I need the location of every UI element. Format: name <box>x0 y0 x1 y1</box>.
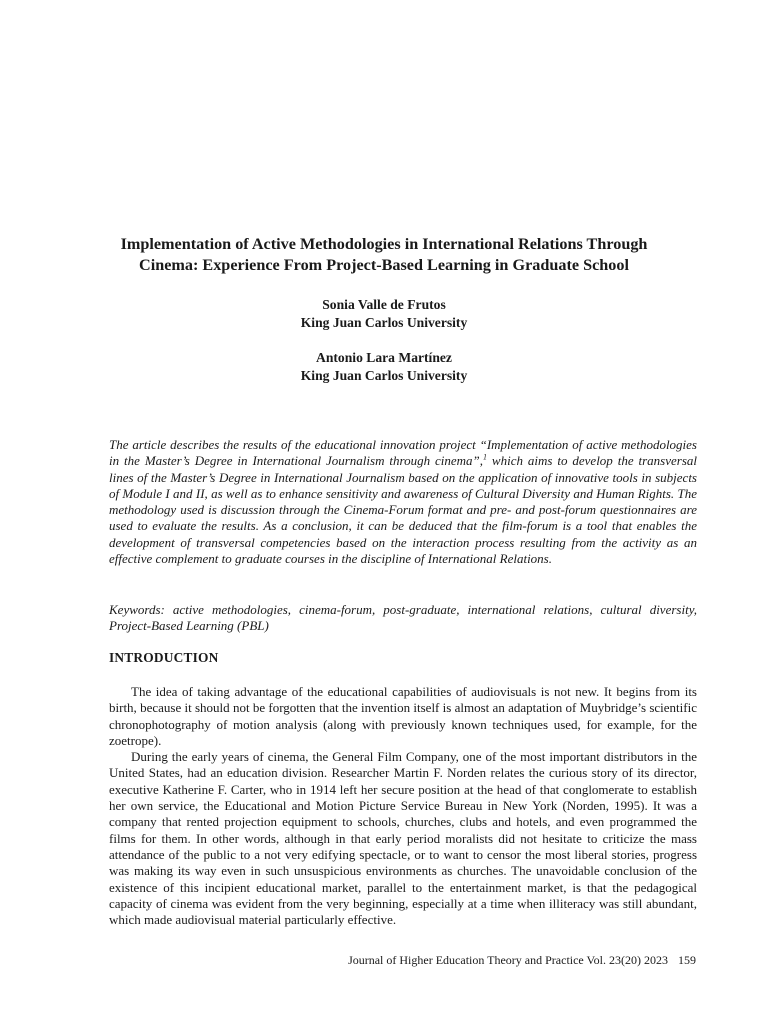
keywords: Keywords: active methodologies, cinema-forum, post-graduate, international relations, cultural diversity, Project-Based Learning (PBL) <box>109 602 697 634</box>
page-footer <box>348 953 696 968</box>
author-block <box>100 349 668 385</box>
abstract-text-continued: which aims to develop the transversal lines of the Master’s Degree in International Journalism based on the application of innovative tools in subjects of Module I and II, as well as to enhance sensitivity and awareness of Cultural Diversity and Human Rights. The methodology used is discussion through the Cinema-Forum format and pre- and post-forum questionnaires are used to evaluate the results. As a conclusion, it can be deduced that the film-forum is a tool that enables the development of transversal competencies based on the interaction process resulting from the activity as an effective complement to graduate courses in the discipline of International Relations. <box>109 453 698 567</box>
introduction-body <box>109 684 697 928</box>
author-affiliation: King Juan Carlos University <box>300 315 468 330</box>
page-number: 159 <box>678 953 696 967</box>
author-block <box>100 296 668 332</box>
author-name: Sonia Valle de Frutos <box>322 297 446 312</box>
body-paragraph: During the early years of cinema, the General Film Company, one of the most important distributors in the United States, had an education division. Researcher Martin F. Norden relates the curious story of its director, executive Katherine F. Carter, who in 1914 left her secure position at the head of that conglomerate to establish her own service, the Educational and Motion Picture Service Bureau in New York (Norden, 1995). It was a company that rented projection equipment to schools, churches, clubs and hotels, and even programmed the films for them. In other words, although in that early period moralists did not hesitate to criticize the mass attendance of the public to a not very edifying spectacle, or to want to censor the most liberal stories, progress was making its way even in such unsuspicious environments as churches. The unavoidable conclusion of the existence of this incipient educational market, parallel to the entertainment market, is that the pedagogical capacity of cinema was evident from the very beginning, especially at a time when illiteracy was still abundant, which made audiovisual material particularly effective. <box>109 749 697 928</box>
author-affiliation: King Juan Carlos University <box>300 368 468 383</box>
body-paragraph: The idea of taking advantage of the educational capabilities of audiovisuals is not new. It begins from its birth, because it should not be forgotten that the invention itself is almost an adaptation of Muybridge’s scientific chronophotography of motion analysis (along with previously known techniques used, for example, for the zoetrope). <box>109 684 697 748</box>
footnote-marker[interactable]: 1 <box>483 452 488 462</box>
abstract <box>109 437 697 567</box>
author-list <box>100 296 668 385</box>
author-name: Antonio Lara Martínez <box>316 350 452 365</box>
abstract-text: The article describes the results of the educational innovation project “Implementation of active methodologies in the Master’s Degree in International Journalism through cinema”, <box>109 437 697 469</box>
section-heading-introduction: INTRODUCTION <box>109 650 219 665</box>
paper-title: Implementation of Active Methodologies in International Relations Through Cinema: Experience From Project-Based Learning in Graduate School <box>120 235 648 274</box>
journal-citation: Journal of Higher Education Theory and Practice Vol. 23(20) 2023 <box>348 953 668 967</box>
